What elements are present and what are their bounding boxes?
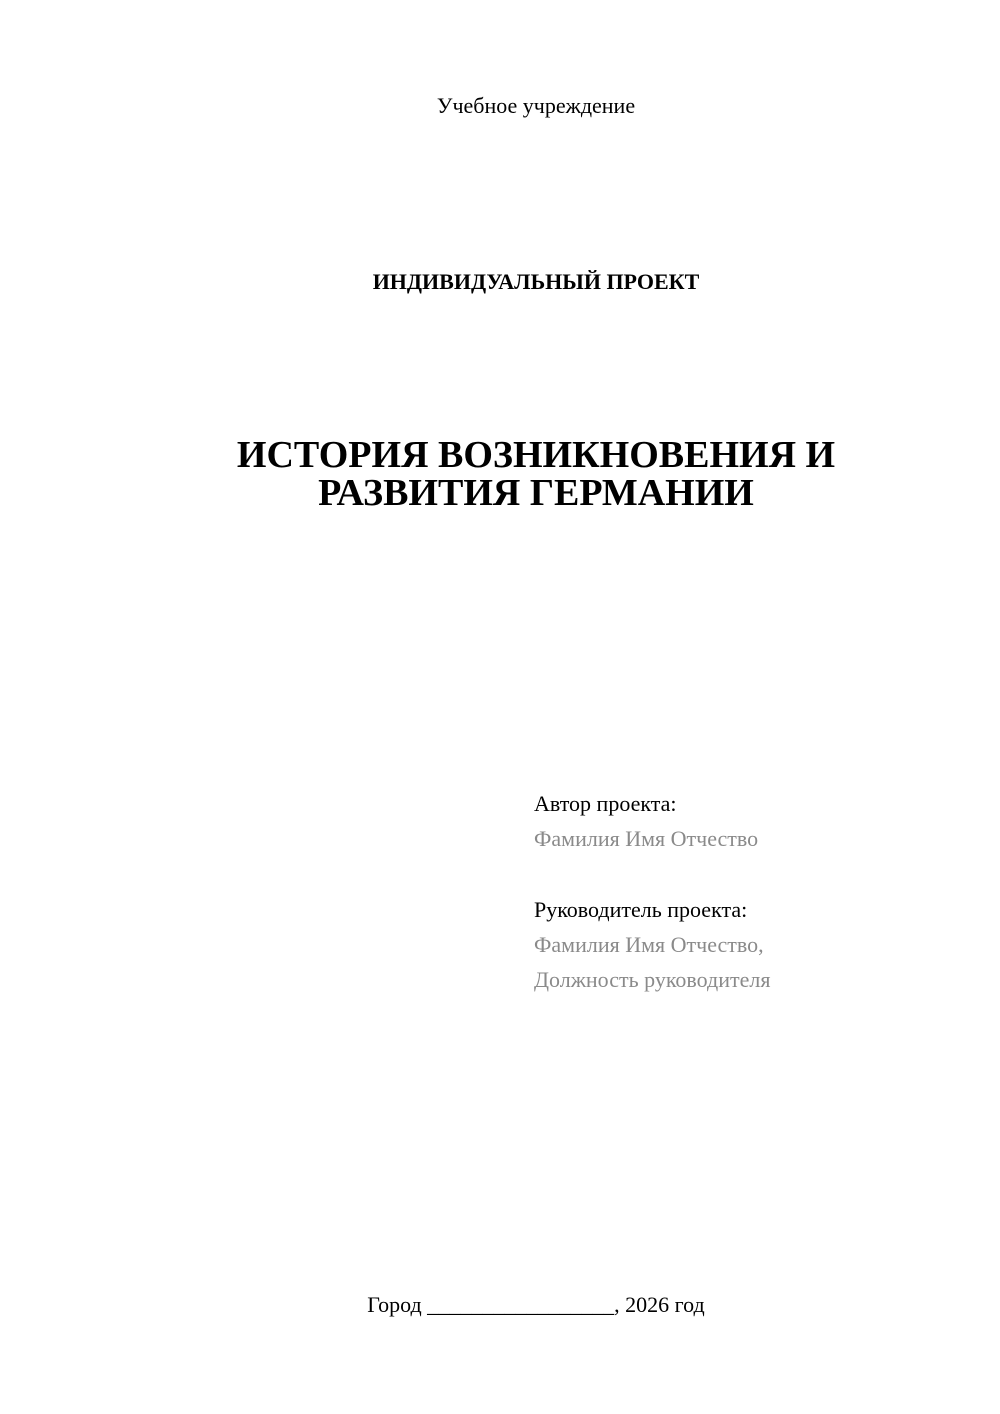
project-title [0,436,1000,512]
supervisor-position: Должность руководителя [534,967,771,992]
project-title-line-2: РАЗВИТИЯ ГЕРМАНИИ [318,472,754,514]
author-block [534,786,974,856]
city-year-line: Город _________________, 2026 год [367,1292,705,1317]
institution-name: Учебное учреждение [436,93,636,118]
author-label: Автор проекта: [534,791,677,816]
supervisor-label: Руководитель проекта: [534,897,748,922]
supervisor-block [534,892,974,997]
author-name: Фамилия Имя Отчество [534,826,759,851]
project-type-heading: ИНДИВИДУАЛЬНЫЙ ПРОЕКТ [372,269,700,294]
project-title-line-1: ИСТОРИЯ ВОЗНИКНОВЕНИЯ И [236,434,836,476]
supervisor-name: Фамилия Имя Отчество, [534,932,764,957]
